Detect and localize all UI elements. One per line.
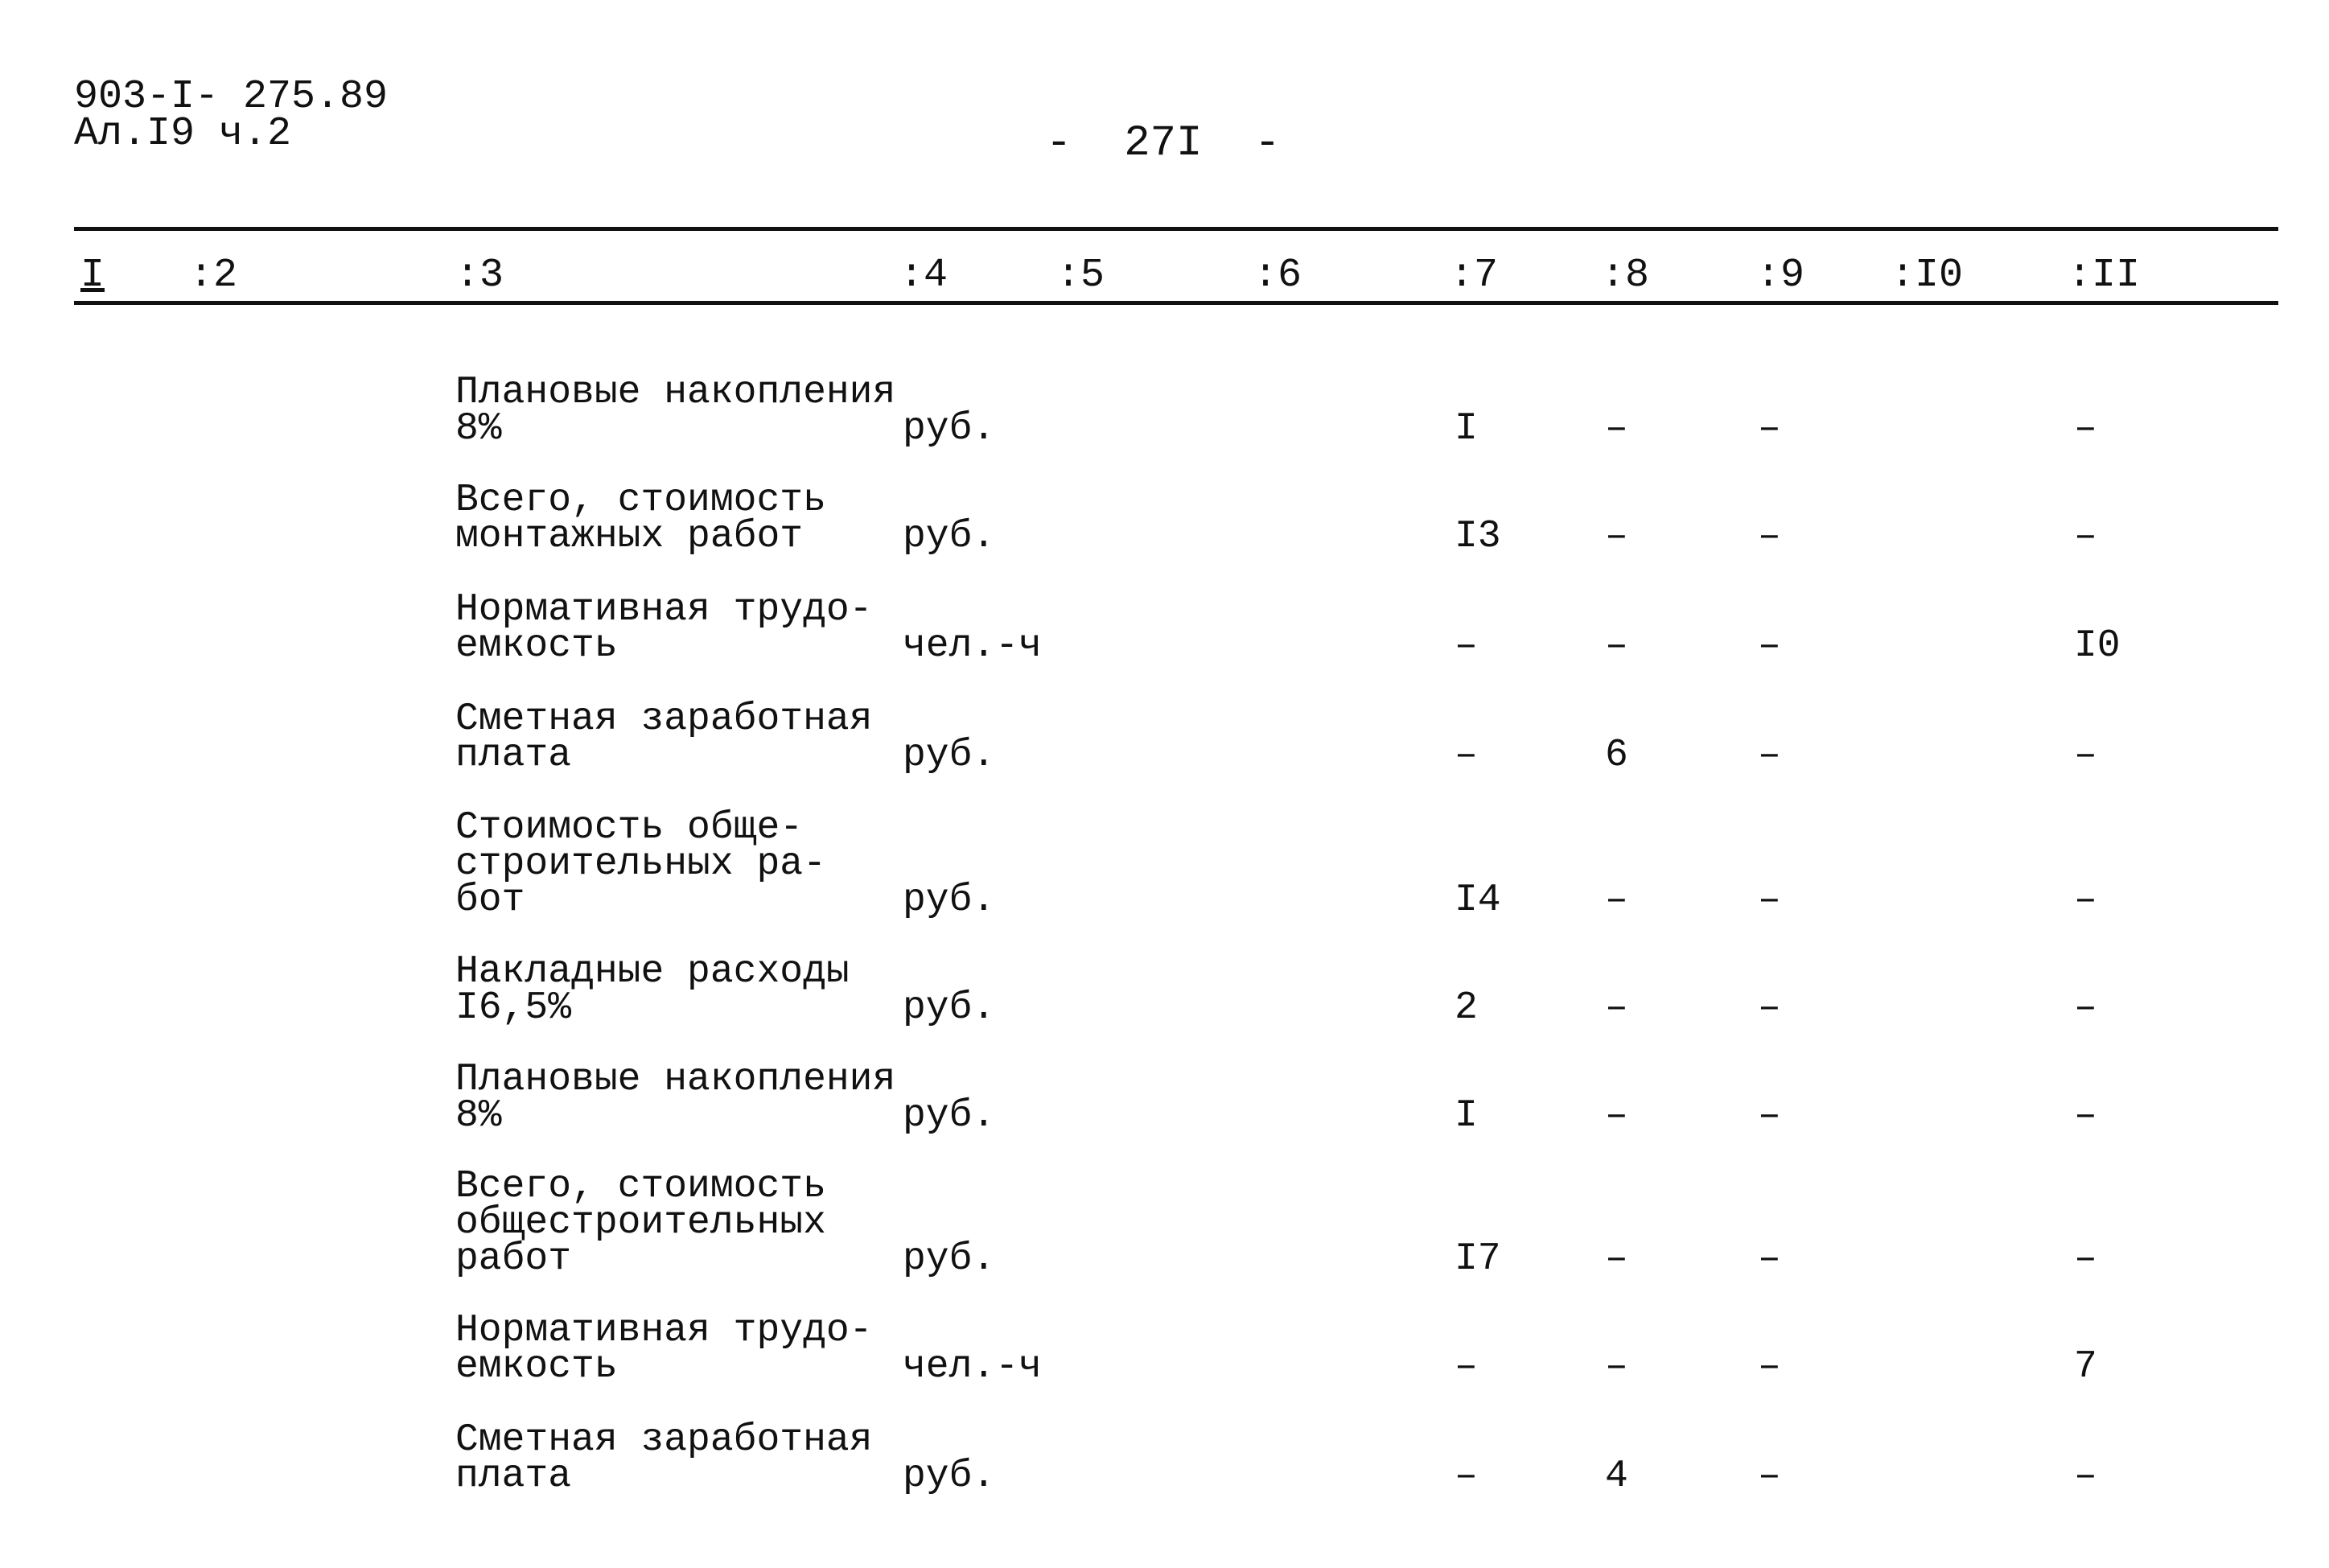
row-value-col8: – bbox=[1605, 1237, 1628, 1281]
row-value-col7: – bbox=[1455, 1345, 1478, 1389]
column-header-3: :3 bbox=[455, 253, 504, 298]
table-header-rule bbox=[74, 301, 2278, 305]
row-value-col11: – bbox=[2074, 1094, 2097, 1138]
row-value-col8: – bbox=[1605, 407, 1628, 451]
row-value-col9: – bbox=[1758, 1345, 1781, 1389]
row-name: Нормативная трудо- емкость bbox=[455, 588, 873, 668]
row-value-col8: 4 bbox=[1605, 1455, 1628, 1498]
row-value-col9: – bbox=[1758, 1455, 1781, 1498]
column-header-11: :II bbox=[2068, 253, 2141, 298]
column-header-9: :9 bbox=[1756, 253, 1805, 298]
row-name: Стоимость обще- строительных ра- бот bbox=[455, 806, 826, 922]
row-value-col7: – bbox=[1455, 624, 1478, 668]
row-value-col8: – bbox=[1605, 515, 1628, 558]
table-top-rule bbox=[74, 227, 2278, 231]
column-header-2: :2 bbox=[189, 253, 238, 298]
row-value-col7: I3 bbox=[1455, 515, 1501, 558]
row-value-col8: – bbox=[1605, 879, 1628, 922]
row-name: Всего, стоимость общестроительных работ bbox=[455, 1165, 826, 1281]
row-value-col7: I bbox=[1455, 1094, 1478, 1138]
row-unit: руб. bbox=[903, 1094, 996, 1138]
row-name: Сметная заработная плата bbox=[455, 698, 873, 777]
row-value-col7: – bbox=[1455, 1455, 1478, 1498]
row-value-col8: – bbox=[1605, 1345, 1628, 1389]
row-unit: руб. bbox=[903, 1455, 996, 1498]
row-name: Плановые накопления 8% bbox=[455, 371, 896, 451]
row-unit: руб. bbox=[903, 407, 996, 451]
row-unit: руб. bbox=[903, 734, 996, 777]
row-value-col7: 2 bbox=[1455, 986, 1478, 1030]
column-header-1: I bbox=[80, 253, 105, 298]
column-header-8: :8 bbox=[1601, 253, 1650, 298]
row-name: Сметная заработная плата bbox=[455, 1418, 873, 1498]
row-value-col7: I bbox=[1455, 407, 1478, 451]
row-value-col11: – bbox=[2074, 879, 2097, 922]
page-number: - 27I - bbox=[1046, 119, 1281, 168]
row-value-col9: – bbox=[1758, 515, 1781, 558]
row-name: Накладные расходы I6,5% bbox=[455, 950, 850, 1030]
row-value-col8: – bbox=[1605, 624, 1628, 668]
row-name: Всего, стоимость монтажных работ bbox=[455, 479, 826, 558]
row-value-col7: – bbox=[1455, 734, 1478, 777]
row-value-col9: – bbox=[1758, 407, 1781, 451]
row-value-col11: I0 bbox=[2074, 624, 2121, 668]
row-value-col11: 7 bbox=[2074, 1345, 2097, 1389]
column-header-10: :I0 bbox=[1891, 253, 1964, 298]
column-header-6: :6 bbox=[1253, 253, 1302, 298]
row-unit: руб. bbox=[903, 1237, 996, 1281]
row-value-col11: – bbox=[2074, 1455, 2097, 1498]
column-header-4: :4 bbox=[899, 253, 948, 298]
row-value-col8: – bbox=[1605, 1094, 1628, 1138]
row-unit: чел.-ч bbox=[903, 1345, 1042, 1389]
document-code-line-1: 903-I- 275.89 bbox=[74, 74, 389, 120]
row-value-col9: – bbox=[1758, 624, 1781, 668]
row-name: Нормативная трудо- емкость bbox=[455, 1309, 873, 1389]
row-value-col9: – bbox=[1758, 1237, 1781, 1281]
row-name: Плановые накопления 8% bbox=[455, 1058, 896, 1138]
row-value-col11: – bbox=[2074, 515, 2097, 558]
row-value-col8: – bbox=[1605, 986, 1628, 1030]
row-value-col9: – bbox=[1758, 1094, 1781, 1138]
row-unit: руб. bbox=[903, 515, 996, 558]
row-value-col9: – bbox=[1758, 879, 1781, 922]
row-value-col11: – bbox=[2074, 734, 2097, 777]
row-value-col9: – bbox=[1758, 986, 1781, 1030]
row-unit: руб. bbox=[903, 879, 996, 922]
row-value-col7: I4 bbox=[1455, 879, 1501, 922]
row-value-col11: – bbox=[2074, 986, 2097, 1030]
column-header-7: :7 bbox=[1450, 253, 1499, 298]
row-value-col11: – bbox=[2074, 407, 2097, 451]
row-value-col9: – bbox=[1758, 734, 1781, 777]
column-header-5: :5 bbox=[1056, 253, 1105, 298]
row-unit: руб. bbox=[903, 986, 996, 1030]
document-code-line-2: Ал.I9 ч.2 bbox=[74, 111, 292, 157]
row-unit: чел.-ч bbox=[903, 624, 1042, 668]
row-value-col11: – bbox=[2074, 1237, 2097, 1281]
document-code bbox=[74, 74, 389, 157]
row-value-col7: I7 bbox=[1455, 1237, 1501, 1281]
row-value-col8: 6 bbox=[1605, 734, 1628, 777]
